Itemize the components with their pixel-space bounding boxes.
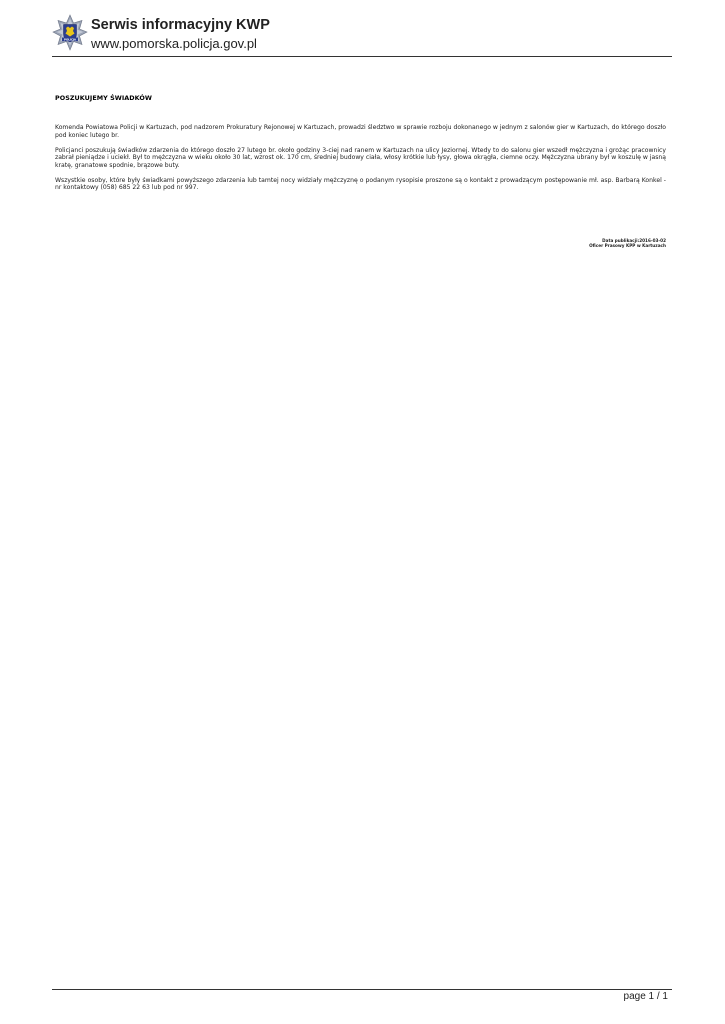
- site-title: Serwis informacyjny KWP: [91, 17, 270, 33]
- article-body: [55, 124, 666, 199]
- header: [52, 12, 672, 58]
- article-title: POSZUKUJEMY ŚWIADKÓW: [55, 94, 152, 102]
- press-officer: Oficer Prasowy KPP w Kartuzach: [589, 243, 666, 249]
- footer-divider: [52, 989, 672, 990]
- publication-date: Data publikacji:2016-03-02: [602, 238, 666, 243]
- site-url[interactable]: www.pomorska.policja.gov.pl: [91, 36, 257, 51]
- article-paragraph: Policjanci poszukują świadków zdarzenia do którego doszło 27 lutego br. około godziny 3-ciej nad ranem w Kartuzach na ulicy Jeziornej. Wtedy to do salonu gier wszedł mężczyzna i grożąc pracownicy zabrał pieniądze i uciekł. Był to mężczyzna w wieku około 30 lat, wzrost ok. 170 cm, średniej budowy ciała, włosy krótkie lub łysy, głowa okrągła, ciemne oczy. Mężczyzna ubrany był w koszulę w jasną kratę, granatowe spodnie, brązowe buty.: [55, 146, 666, 169]
- police-star-logo-icon: [52, 14, 88, 54]
- logo-text: POLICJA: [63, 37, 77, 42]
- article-paragraph: Komenda Powiatowa Policji w Kartuzach, pod nadzorem Prokuratury Rejonowej w Kartuzach, prowadzi śledztwo w sprawie rozboju dokonanego w jednym z salonów gier w Kartuzach, do którego doszło pod koniec lutego br.: [55, 124, 666, 139]
- page-number: page 1 / 1: [623, 991, 668, 1002]
- header-divider: [52, 56, 672, 57]
- publication-meta: [589, 238, 666, 248]
- article-paragraph: Wszystkie osoby, które były świadkami powyższego zdarzenia lub tamtej nocy widziały mężczyznę o podanym rysopisie proszone są o kontakt z prowadzącym postępowanie mł. asp. Barbarą Konkel - nr kontaktowy (058) 685 22 63 lub pod nr 997.: [55, 176, 666, 192]
